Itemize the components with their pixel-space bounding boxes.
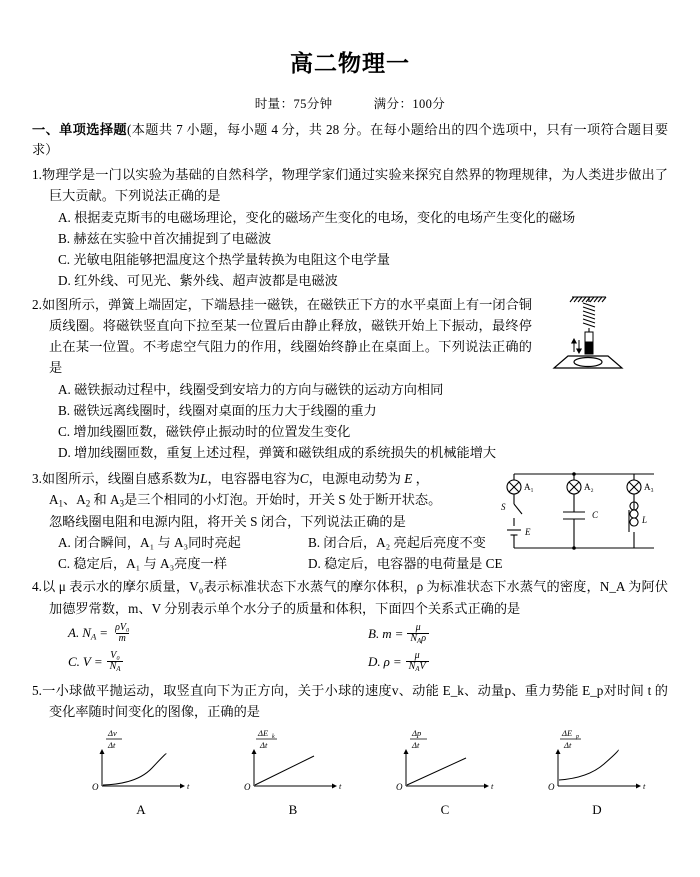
inductor-capacitor-circuit-diagram: [496, 468, 668, 560]
junction-dot-top: [572, 472, 576, 476]
q3-var-L: L: [200, 471, 208, 487]
graph-a-origin: O: [92, 781, 99, 792]
option-b[interactable]: B. 磁铁远离线圈时，线圈对桌面的压力大于线圈的重力: [58, 402, 377, 418]
option-d[interactable]: D. 稳定后，电容器的电荷量是 CE: [308, 556, 503, 572]
lamp-a2-label: A₂: [584, 482, 594, 493]
question-5: [32, 680, 668, 821]
q3-text-c: ，电源电动势为: [308, 471, 405, 487]
inductor-label: L: [642, 515, 648, 526]
graph-a-label: A: [136, 801, 146, 817]
graph-a-ylabel-den: Δt: [108, 739, 116, 750]
time-limit-label: 时量：75分钟: [254, 96, 333, 111]
spring-magnet-coil-diagram: [538, 294, 668, 372]
question-4-options: [32, 623, 668, 679]
option-a[interactable]: A. 根据麦克斯韦的电磁场理论，变化的磁场产生变化的电场，变化的电场产生变化的磁场: [58, 209, 576, 225]
graph-option-a[interactable]: [82, 726, 200, 821]
graph-c-ylabel-den: Δt: [412, 739, 420, 750]
q3-text-a: 如图所示，线圈自感系数为: [41, 471, 201, 487]
q3-text-b: ，电容器电容为: [207, 471, 300, 487]
exam-meta: [32, 94, 668, 112]
option-a-lhs: $N_A$: [82, 625, 97, 642]
graph-d-ylabel-num: ΔE: [562, 727, 573, 738]
question-2-options: [32, 379, 668, 464]
graph-option-d[interactable]: [538, 726, 656, 821]
graph-b-origin: O: [244, 781, 251, 792]
option-b-label: B.: [368, 625, 380, 641]
question-1-options: [32, 207, 668, 292]
question-2-stem-text: 如图所示，弹簧上端固定，下端悬挂一磁铁，在磁铁正下方的水平桌面上有一闭合铜质线圈。将磁铁竖直向下拉至某一位置后由静止释放，磁铁开始上下振动，最终停止在某一位置。不考虑空气阻力的作用，线圈始终静止在桌面上。下列说法正确的是: [41, 297, 532, 376]
capacitor-label: C: [592, 510, 599, 521]
ceiling-support-icon: [570, 297, 606, 302]
page-title: 高二物理一: [290, 50, 410, 76]
option-d[interactable]: D. 增加线圈匝数，重复上述过程，弹簧和磁铁组成的系统损失的机械能增大: [58, 444, 497, 460]
option-c-label: C.: [68, 653, 80, 669]
option-b-fraction: [407, 623, 429, 646]
graph-option-b[interactable]: [234, 726, 352, 821]
option-d[interactable]: D. 红外线、可见光、紫外线、超声波都是电磁波: [58, 272, 338, 288]
question-5-graphs: [32, 726, 668, 821]
graph-a-ylabel-num: Δv: [108, 727, 117, 738]
question-2-number: 2.: [32, 297, 42, 313]
option-a-numerator: ρV₀: [115, 621, 130, 633]
option-c-fraction: [107, 651, 124, 674]
graph-c-plot: [386, 726, 504, 802]
question-5-number: 5.: [32, 682, 42, 698]
question-1-stem-text: 物理学是一门以实验为基础的自然科学，物理学家们通过实验来探究自然界的物理规律，为人类进步做出了巨大贡献。下列说法正确的是: [41, 167, 668, 204]
q3-text-line2: 是三个相同的小灯泡。开始时，开关 S 处于断开状态。: [124, 492, 442, 508]
svg-text:k: k: [272, 733, 275, 740]
graph-d-origin: O: [548, 781, 555, 792]
graph-d-plot: [538, 726, 656, 802]
option-row-2: [58, 553, 503, 574]
option-c-lhs: V: [82, 653, 91, 669]
graph-d-ylabel-den: Δt: [564, 739, 572, 750]
option-b[interactable]: B. m = $\frac{\mu}{N_A\rho}$: [368, 623, 668, 646]
section-heading-rest: (本题共 7 小题，每小题 4 分，共 28 分。在每小题给出的四个选项中，只有一项符合题目要求）: [32, 121, 669, 158]
q3-text-line3: 忽略线圈电阻和电源内阻，将开关 S 闭合，下列说法正确的是: [49, 514, 406, 530]
switch-label: S: [501, 502, 506, 513]
graph-d-xlabel: t: [643, 780, 646, 791]
option-c[interactable]: C. 光敏电阻能够把温度这个热学量转换为电阻这个电学量: [58, 251, 390, 267]
option-c-denominator: $N_A$: [107, 661, 124, 673]
graph-b-plot: [234, 726, 352, 802]
option-d[interactable]: D. ρ = $\frac{\mu}{N_AV}$: [368, 651, 668, 674]
question-1-number: 1.: [32, 167, 42, 183]
section-heading: [32, 120, 668, 162]
graph-a-xlabel: t: [187, 780, 190, 791]
source-label: E: [525, 527, 531, 538]
option-d-denominator: $N_AV$: [406, 661, 429, 673]
lamp-a1-label: A₁: [524, 482, 534, 493]
option-d-numerator: μ: [414, 649, 420, 661]
option-b-denominator: $N_A\rho$: [407, 633, 429, 645]
graph-d-label: D: [592, 801, 602, 817]
spring-icon: [583, 297, 595, 333]
graph-b-xlabel: t: [339, 780, 342, 791]
question-1: [32, 164, 668, 291]
option-a[interactable]: A. 闭合瞬间，A₁ 与 A₃同时亮起: [58, 535, 241, 551]
question-3: [32, 468, 668, 574]
total-score-label: 满分：100分: [373, 96, 446, 111]
junction-dot-bottom: [572, 546, 576, 550]
q3-var-E: E: [404, 471, 413, 487]
question-4-stem: [32, 576, 668, 618]
question-5-stem-text: 一小球做平抛运动，取竖直向下为正方向，关于小球的速度v、动能 E_k、动量p、重力势能 E_p对时间 t 的变化率随时间变化的图像，正确的是: [41, 682, 668, 719]
option-c-numerator: V₀: [110, 649, 120, 661]
option-row-1: [58, 532, 486, 553]
option-d-lhs: ρ: [383, 653, 390, 669]
option-a-label: A.: [68, 625, 80, 641]
question-5-stem: [32, 680, 668, 722]
option-b[interactable]: B. 闭合后，A₂ 亮起后亮度不变: [308, 535, 486, 551]
option-a[interactable]: A. 磁铁振动过程中，线圈受到安培力的方向与磁铁的运动方向相同: [58, 381, 444, 397]
option-d-fraction: [406, 651, 429, 674]
option-a-denominator: m: [116, 633, 129, 645]
question-2-figure: [538, 294, 668, 372]
formula-row-ab: [68, 623, 668, 651]
question-1-stem: [32, 164, 668, 206]
graph-option-c[interactable]: [386, 726, 504, 821]
graph-c-xlabel: t: [491, 780, 494, 791]
graph-a-plot: [82, 726, 200, 802]
question-4: [32, 576, 668, 678]
magnet-north-pole: [585, 332, 593, 342]
question-3-number: 3.: [32, 471, 42, 487]
section-heading-bold: 一、单项选择题: [32, 121, 127, 137]
option-c[interactable]: C. 增加线圈匝数，磁铁停止振动时的位置发生变化: [58, 423, 351, 439]
oscillation-arrows-icon: [572, 339, 581, 353]
lamp-a3-label: A₃: [644, 482, 654, 493]
svg-text:p: p: [576, 733, 579, 740]
graph-c-ylabel-num: Δp: [412, 727, 422, 738]
option-b-numerator: μ: [415, 621, 421, 633]
question-2: [32, 294, 668, 463]
magnet-south-pole: [585, 342, 593, 354]
option-c[interactable]: C. 稳定后，A₁ 与 A₃亮度一样: [58, 556, 227, 572]
copper-coil-icon: [574, 358, 602, 367]
q3-text-d: ，: [412, 471, 429, 487]
graph-c-label: C: [440, 801, 450, 817]
graph-b-ylabel-den: Δt: [260, 739, 268, 750]
option-b[interactable]: B. 赫兹在实验中首次捕捉到了电磁波: [58, 230, 272, 246]
graph-b-label: B: [288, 801, 298, 817]
q3-lamp-list: $A_1$、$A_2$ 和 $A_3$: [49, 492, 125, 509]
q3-var-C: C: [299, 471, 309, 487]
option-c[interactable]: C. V = $\frac{\text{V₀}}{N_A}$: [68, 651, 368, 674]
option-d-label: D.: [368, 653, 381, 669]
graph-c-origin: O: [396, 781, 403, 792]
option-a[interactable]: A. $N_A$ = $\frac{\text{ρV₀}}{m}$: [68, 623, 368, 645]
graph-b-ylabel-num: ΔE: [258, 727, 269, 738]
question-4-stem-text: 以 μ 表示水的摩尔质量，V₀表示标准状态下水蒸气的摩尔体积，ρ 为标准状态下水蒸气的密度，N_A 为阿伏加德罗常数，m、V 分别表示单个水分子的质量和体积，下面四个关系式正确的是: [41, 579, 668, 616]
question-3-figure: [496, 468, 668, 560]
option-b-lhs: m: [382, 625, 392, 641]
question-4-number: 4.: [32, 579, 42, 595]
option-a-fraction: [112, 623, 132, 645]
formula-row-cd: [68, 651, 668, 679]
